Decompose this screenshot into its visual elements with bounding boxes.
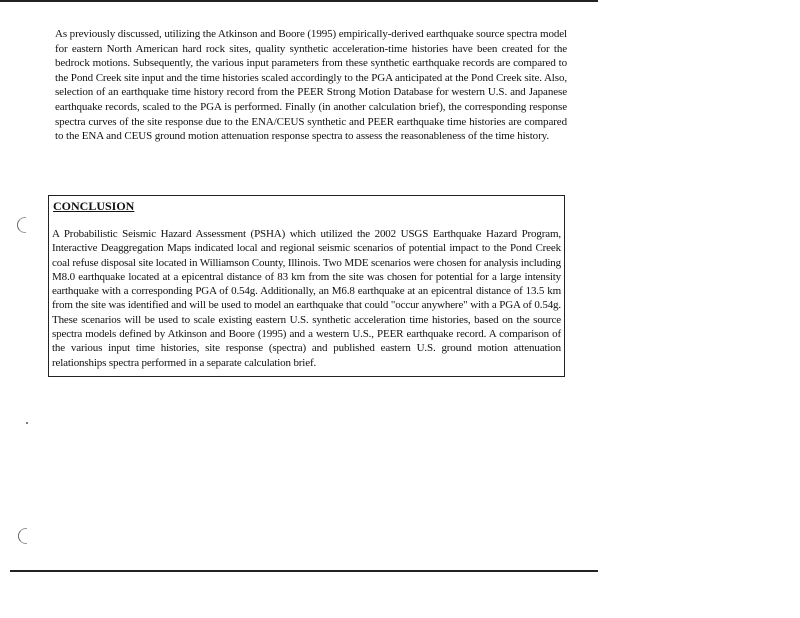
scan-artifact-mark — [17, 217, 26, 233]
conclusion-paragraph: A Probabilistic Seismic Hazard Assessment (PSHA) which utilized the 2002 USGS Earthquake Hazard Program, Interactive Deaggregation Maps indicated local and regional seismic scenarios of potential impact to the Pond Creek coal refuse disposal site located in Williamson County, Illinois. Two MDE scenarios were chosen for analysis including M8.0 earthquake located at a epicentral distance of 83 km from the site was chosen for potential for a large intensity earthquake with a corresponding PGA of 0.54g. Additionally, an M6.8 earthquake at an epicentral distance of 13.5 km from the site was identified and will be used to model an earthquake that could "occur anywhere" with a PGA of 0.54g. These scenarios will be used to scale existing eastern U.S. synthetic acceleration time histories, based on the source spectra models defined by Atkinson and Boore (1995) and a western U.S., PEER earthquake record. A comparison of the various input time histories, site response (spectra) and published eastern U.S. ground motion attenuation relationships spectra performed in a separate calculation brief. — [52, 228, 561, 369]
conclusion-box — [48, 195, 565, 377]
intro-paragraph: As previously discussed, utilizing the Atkinson and Boore (1995) empirically-derived earthquake source spectra model for eastern North American hard rock sites, quality synthetic acceleration-time histories have been created for the bedrock motions. Subsequently, the various input parameters from these synthetic earthquake records are compared to the Pond Creek site input and the time histories scaled accordingly to the PGA anticipated at the Pond Creek site. Also, selection of an earthquake time history record from the PEER Strong Motion Database for western U.S. and Japanese earthquake records, scaled to the PGA is performed. Finally (in another calculation brief), the corresponding response spectra curves of the site response due to the ENA/CEUS synthetic and PEER earthquake time histories are compared to the ENA and CEUS ground motion attenuation response spectra to assess the reasonableness of the time history. — [55, 28, 567, 143]
conclusion-heading: CONCLUSION — [53, 199, 135, 213]
scan-artifact-mark — [18, 528, 27, 544]
bottom-rule — [10, 570, 598, 572]
top-rule — [0, 0, 598, 2]
scan-artifact-speck — [26, 422, 28, 424]
